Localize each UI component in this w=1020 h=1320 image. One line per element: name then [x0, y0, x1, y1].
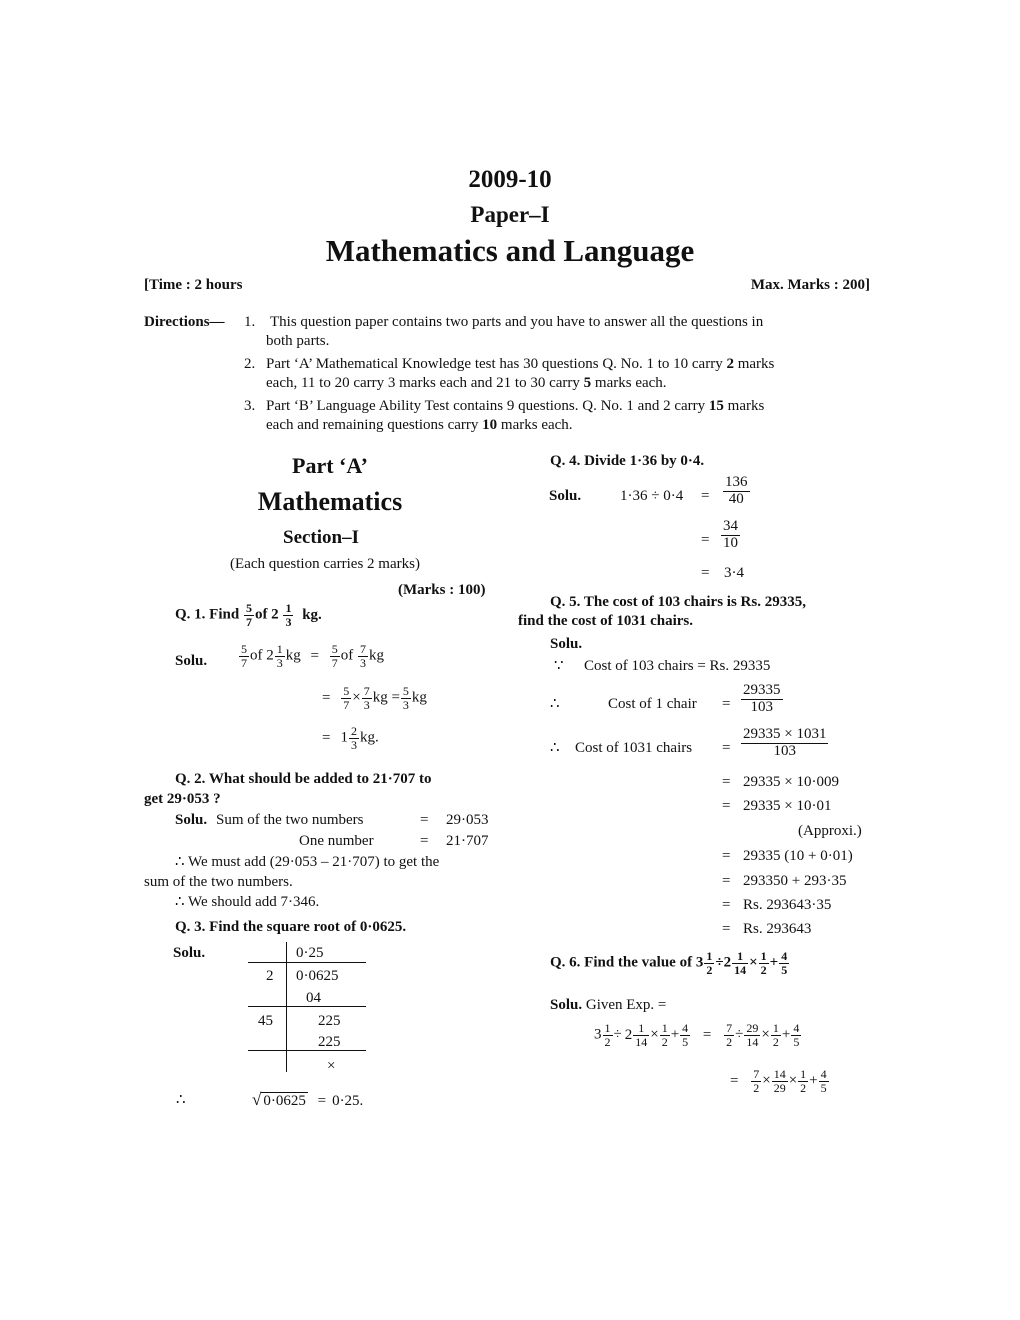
question-6: Q. 6. Find the value of 3 $\frac{1}{2}$ ÷2 $\frac{1}{14}$ × $\frac{1}{2}$ + $\frac{4}{5}$: [550, 949, 788, 977]
part-heading: Part ‘A’: [292, 453, 368, 478]
direction-text: This question paper contains two parts and you have to answer all the questions in: [270, 314, 764, 330]
q5-step-2: 29335 × 10·01: [743, 798, 832, 814]
question-1: Q. 1. Find $\frac{5}{7}$ of 2 $\frac{1}{3}$ kg.: [175, 601, 322, 629]
q2-one-label: One number: [299, 833, 374, 849]
section-marks: (Marks : 100): [398, 582, 486, 598]
mathematics-heading: Mathematics: [257, 487, 403, 516]
q4-lhs: 1·36 ÷ 0·4: [620, 488, 684, 504]
q2-answer: ∴ We should add 7·346.: [175, 894, 320, 910]
q2-sum-label: Sum of the two numbers: [216, 812, 364, 828]
q2-line: sum of the two numbers.: [144, 874, 293, 890]
q5-eq: =: [722, 696, 731, 712]
direction-text: each and remaining questions carry 10 marks each.: [266, 417, 573, 433]
q2-line: ∴ We must add (29·053 – 21·707) to get the: [175, 854, 440, 870]
question-5-cont: find the cost of 1031 chairs.: [518, 613, 693, 629]
direction-text: each, 11 to 20 carry 3 marks each and 21 to 30 carry 5 marks each.: [266, 375, 667, 391]
q1-step-2: = $\frac{5}{7}$ × $\frac{7}{3}$ kg = $\frac{5}{3}$ kg: [322, 684, 427, 712]
division-divisor: 45: [258, 1013, 273, 1029]
q5-line-3: Cost of 1031 chairs: [575, 740, 693, 756]
q5-eq: =: [722, 798, 731, 814]
question-2-cont: get 29·053 ?: [144, 791, 221, 807]
section-heading: Section–I: [283, 527, 359, 548]
q5-eq: =: [722, 740, 731, 756]
solution-label: Solu.: [549, 488, 582, 504]
subject-heading: Mathematics and Language: [325, 233, 695, 268]
q5-eq: =: [722, 873, 731, 889]
question-4: Q. 4. Divide 1·36 by 0·4.: [550, 453, 705, 469]
q4-answer: 3·4: [724, 565, 744, 581]
division-remainder: 225: [318, 1013, 341, 1029]
q5-line-2: Cost of 1 chair: [608, 696, 697, 712]
q1-step-3: = 1 $\frac{2}{3}$ kg.: [322, 724, 379, 752]
q5-fraction-1: $\frac{29335}{103}$: [743, 682, 781, 715]
q1-step-1: $\frac{5}{7}$ of 2 $\frac{1}{3}$ kg = $\frac{5}{7}$ of $\frac{7}{3}$ kg: [241, 642, 384, 670]
q2-one-value: 21·707: [446, 833, 489, 849]
solution-label: Solu.: [550, 636, 583, 652]
q4-eq: =: [701, 532, 710, 548]
division-quotient: 0·25: [296, 945, 324, 961]
direction-text: Part ‘B’ Language Ability Test contains 9 questions. Q. No. 1 and 2 carry 15 marks: [266, 398, 765, 414]
q6-step-1: 3 $\frac{1}{2}$ ÷ 2 $\frac{1}{14}$ × $\frac{1}{2}$ + $\frac{4}{5}$ = $\frac{7}{2}$ ÷ $\frac{29}{14}$ × $\frac{1}{2}$ + $\frac{4}{5}$: [594, 1021, 800, 1049]
q6-given: Solu. Given Exp. =: [550, 997, 667, 1013]
q5-step-3: 29335 (10 + 0·01): [743, 848, 853, 864]
q5-step-4: 293350 + 293·35: [743, 873, 847, 889]
division-subtract: 04: [306, 990, 321, 1006]
time-label: [Time : 2 hours: [144, 277, 243, 293]
direction-number: 2.: [244, 356, 256, 372]
direction-text: Part ‘A’ Mathematical Knowledge test has 30 questions Q. No. 1 to 10 carry 2 marks: [266, 356, 775, 372]
because-symbol: ∵: [554, 658, 564, 674]
q3-answer: √ 0·0625 = 0·25.: [252, 1090, 364, 1109]
question-5: Q. 5. The cost of 103 chairs is Rs. 29335,: [550, 594, 806, 610]
year-heading: 2009-10: [468, 166, 552, 193]
therefore-symbol: ∴: [550, 696, 560, 712]
q5-step-5: Rs. 293643·35: [743, 897, 832, 913]
section-note: (Each question carries 2 marks): [230, 556, 420, 572]
division-line: [248, 1050, 366, 1051]
paper-heading: Paper–I: [470, 202, 550, 227]
q5-eq: =: [722, 897, 731, 913]
q5-line-1: Cost of 103 chairs = Rs. 29335: [584, 658, 771, 674]
direction-text: both parts.: [266, 333, 330, 349]
direction-number: 1.: [244, 314, 256, 330]
directions-label: Directions—: [144, 314, 225, 330]
q5-eq: =: [722, 774, 731, 790]
q2-eq: =: [420, 833, 429, 849]
max-marks-label: Max. Marks : 200]: [750, 277, 870, 293]
therefore-symbol: ∴: [176, 1092, 186, 1108]
solution-label: Solu.: [175, 812, 208, 828]
solution-label: Solu.: [175, 653, 208, 669]
q6-step-2: = $\frac{7}{2}$ × $\frac{14}{29}$ × $\frac{1}{2}$ + $\frac{4}{5}$: [730, 1067, 827, 1095]
q5-answer: Rs. 293643: [743, 921, 812, 937]
q4-eq: =: [701, 488, 710, 504]
q4-fraction-2: $\frac{34}{10}$: [723, 518, 738, 551]
direction-number: 3.: [244, 398, 256, 414]
q5-approx: (Approxi.): [798, 823, 862, 839]
q2-eq: =: [420, 812, 429, 828]
q5-fraction-2: $\frac{29335 \times 1031}{103}$: [743, 726, 827, 759]
q5-eq: =: [722, 921, 731, 937]
q4-fraction-1: $\frac{136}{40}$: [725, 474, 748, 507]
question-2: Q. 2. What should be added to 21·707 to: [175, 771, 432, 787]
solution-label: Solu.: [173, 945, 206, 961]
q5-eq: =: [722, 848, 731, 864]
question-3: Q. 3. Find the square root of 0·0625.: [175, 919, 407, 935]
therefore-symbol: ∴: [550, 740, 560, 756]
division-final: ×: [327, 1058, 336, 1074]
q5-step-1: 29335 × 10·009: [743, 774, 839, 790]
q2-sum-value: 29·053: [446, 812, 489, 828]
division-subtract: 225: [318, 1034, 341, 1050]
division-dividend: 0·0625: [296, 968, 339, 984]
division-divisor: 2: [266, 968, 274, 984]
q4-eq: =: [701, 565, 710, 581]
